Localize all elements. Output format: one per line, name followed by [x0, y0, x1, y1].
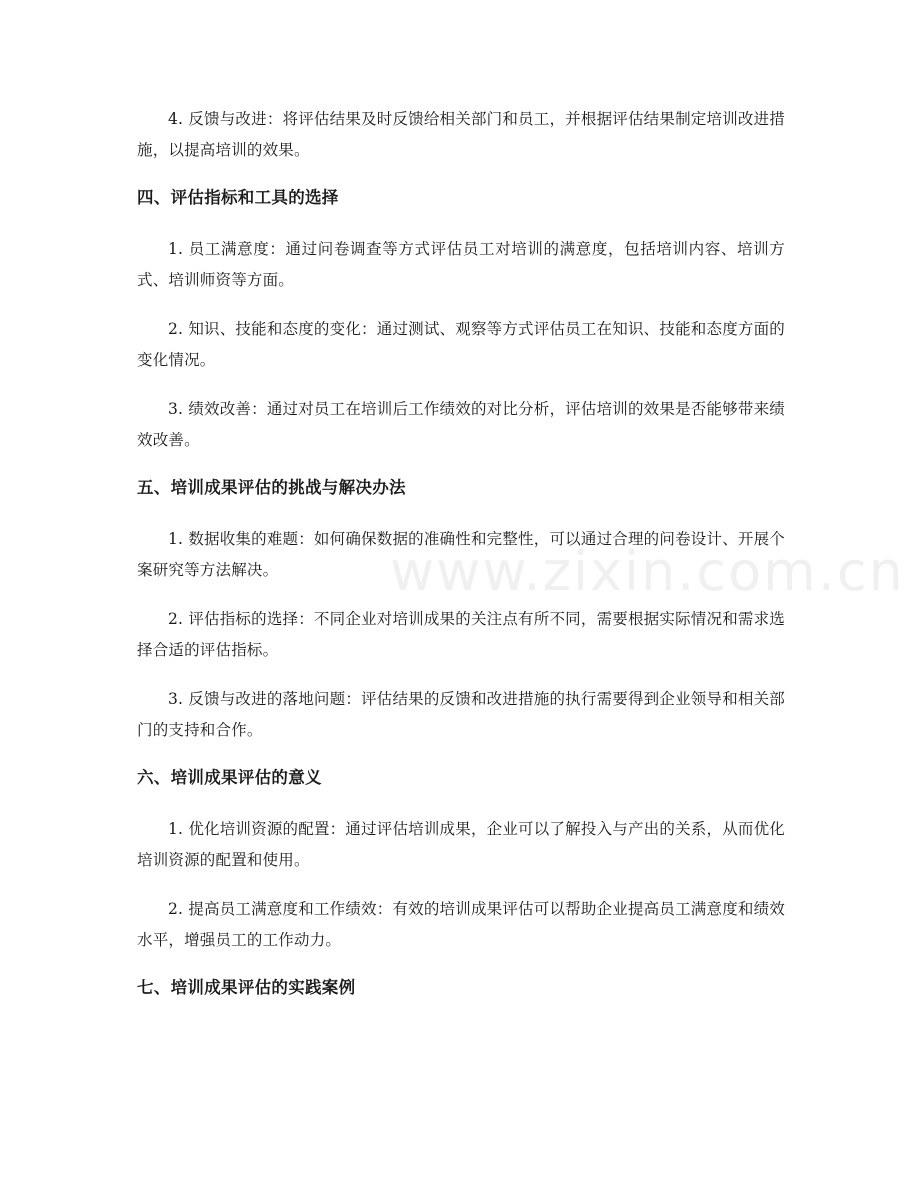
paragraph-feedback-improvement: 4. 反馈与改进：将评估结果及时反馈给相关部门和员工，并根据评估结果制定培训改进措施，以提高培训的效果。	[137, 110, 785, 159]
paragraph-data-collection: 1. 数据收集的难题：如何确保数据的准确性和完整性，可以通过合理的问卷设计、开展个案研究等方法解决。	[137, 530, 785, 579]
paragraph-improve-satisfaction: 2. 提高员工满意度和工作绩效：有效的培训成果评估可以帮助企业提高员工满意度和绩效水平，增强员工的工作动力。	[137, 900, 785, 949]
section-heading-5: 五、培训成果评估的挑战与解决办法	[137, 478, 406, 497]
paragraph-employee-satisfaction: 1. 员工满意度：通过问卷调查等方式评估员工对培训的满意度，包括培训内容、培训方式、培训师资等方面。	[137, 240, 785, 289]
watermark: www.zixin.com.cn	[390, 540, 905, 603]
section-heading-6: 六、培训成果评估的意义	[137, 768, 322, 787]
paragraph-indicator-selection: 2. 评估指标的选择：不同企业对培训成果的关注点有所不同，需要根据实际情况和需求选择合适的评估指标。	[137, 610, 785, 659]
section-heading-7: 七、培训成果评估的实践案例	[137, 978, 356, 997]
document-body	[137, 104, 785, 1024]
section-heading-4: 四、评估指标和工具的选择	[137, 188, 339, 207]
paragraph-performance-improvement: 3. 绩效改善：通过对员工在培训后工作绩效的对比分析，评估培训的效果是否能够带来绩效改善。	[137, 400, 785, 449]
paragraph-optimize-resources: 1. 优化培训资源的配置：通过评估培训成果，企业可以了解投入与产出的关系，从而优化培训资源的配置和使用。	[137, 820, 785, 869]
paragraph-feedback-landing: 3. 反馈与改进的落地问题：评估结果的反馈和改进措施的执行需要得到企业领导和相关部门的支持和合作。	[137, 690, 785, 739]
paragraph-knowledge-skill-change: 2. 知识、技能和态度的变化：通过测试、观察等方式评估员工在知识、技能和态度方面的变化情况。	[137, 320, 785, 369]
